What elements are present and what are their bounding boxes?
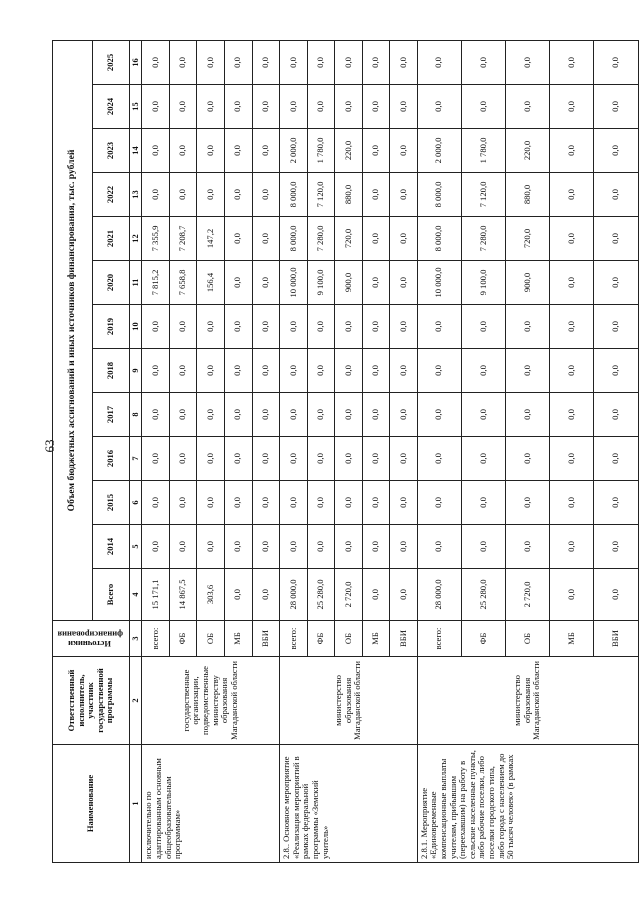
- amount-cell: 0,0: [197, 393, 225, 437]
- amount-cell: 0,0: [335, 40, 363, 84]
- amount-cell: 0,0: [169, 129, 197, 173]
- amount-cell: 0,0: [169, 349, 197, 393]
- amount-cell: 0,0: [594, 569, 638, 621]
- header-year: 2025: [93, 40, 130, 84]
- amount-cell: 0,0: [390, 569, 418, 621]
- amount-cell: 0,0: [252, 173, 280, 217]
- column-number: 12: [130, 217, 142, 261]
- column-number: 3: [130, 621, 142, 657]
- amount-cell: 0,0: [225, 173, 253, 217]
- amount-cell: 0,0: [169, 393, 197, 437]
- amount-cell: 0,0: [550, 129, 594, 173]
- header-year: 2024: [93, 85, 130, 129]
- amount-cell: 0,0: [417, 40, 461, 84]
- amount-cell: 0,0: [390, 481, 418, 525]
- amount-cell: 0,0: [550, 525, 594, 569]
- header-source-text: Источники финансирования: [56, 629, 123, 650]
- amount-cell: 0,0: [197, 85, 225, 129]
- amount-cell: 0,0: [197, 437, 225, 481]
- amount-cell: 900,0: [335, 261, 363, 305]
- amount-cell: 0,0: [362, 217, 390, 261]
- amount-cell: 0,0: [252, 437, 280, 481]
- amount-cell: 0,0: [225, 217, 253, 261]
- amount-cell: 0,0: [225, 40, 253, 84]
- column-number: 7: [130, 437, 142, 481]
- amount-cell: 0,0: [506, 525, 550, 569]
- amount-cell: 0,0: [506, 349, 550, 393]
- amount-cell: 0,0: [280, 393, 308, 437]
- amount-cell: 0,0: [390, 129, 418, 173]
- amount-cell: 0,0: [461, 525, 505, 569]
- column-number: 13: [130, 173, 142, 217]
- amount-cell: 0,0: [142, 525, 170, 569]
- amount-cell: 0,0: [362, 349, 390, 393]
- amount-cell: 0,0: [307, 393, 335, 437]
- funding-source: ОБ: [197, 621, 225, 657]
- amount-cell: 720,0: [506, 217, 550, 261]
- amount-cell: 0,0: [461, 393, 505, 437]
- header-year: 2023: [93, 129, 130, 173]
- amount-cell: 0,0: [142, 305, 170, 349]
- amount-cell: 0,0: [390, 437, 418, 481]
- amount-cell: 0,0: [169, 525, 197, 569]
- amount-cell: 0,0: [362, 525, 390, 569]
- amount-cell: 0,0: [362, 85, 390, 129]
- header-year: 2021: [93, 217, 130, 261]
- amount-cell: 7 280,0: [461, 217, 505, 261]
- amount-cell: 0,0: [390, 305, 418, 349]
- amount-cell: 0,0: [252, 481, 280, 525]
- amount-cell: 2 000,0: [417, 129, 461, 173]
- amount-cell: 0,0: [362, 393, 390, 437]
- amount-cell: 0,0: [252, 349, 280, 393]
- amount-cell: 0,0: [594, 217, 638, 261]
- amount-cell: 0,0: [225, 525, 253, 569]
- rotated-table-wrapper: [52, 41, 621, 863]
- funding-source: всего:: [280, 621, 308, 657]
- amount-cell: 0,0: [594, 393, 638, 437]
- amount-cell: 0,0: [461, 481, 505, 525]
- amount-cell: 0,0: [307, 40, 335, 84]
- amount-cell: 0,0: [197, 525, 225, 569]
- amount-cell: 28 000,0: [280, 569, 308, 621]
- amount-cell: 8 000,0: [417, 173, 461, 217]
- amount-cell: 0,0: [390, 261, 418, 305]
- amount-cell: 0,0: [461, 40, 505, 84]
- column-number: 9: [130, 349, 142, 393]
- amount-cell: 7 280,0: [307, 217, 335, 261]
- amount-cell: 0,0: [550, 217, 594, 261]
- amount-cell: 0,0: [225, 569, 253, 621]
- amount-cell: 7 658,8: [169, 261, 197, 305]
- amount-cell: 0,0: [594, 437, 638, 481]
- amount-cell: 0,0: [550, 437, 594, 481]
- column-number: 11: [130, 261, 142, 305]
- amount-cell: 0,0: [506, 40, 550, 84]
- header-year: 2014: [93, 525, 130, 569]
- amount-cell: 0,0: [169, 173, 197, 217]
- table-row: [417, 40, 461, 862]
- amount-cell: 0,0: [550, 40, 594, 84]
- amount-cell: 0,0: [280, 40, 308, 84]
- amount-cell: 303,6: [197, 569, 225, 621]
- amount-cell: 0,0: [390, 40, 418, 84]
- measure-name: 2.8.. Основное мероприятие «Реализация мероприятий в рамках федеральной программы «Земский учитель»: [280, 745, 418, 863]
- amount-cell: 0,0: [417, 437, 461, 481]
- amount-cell: 2 720,0: [506, 569, 550, 621]
- amount-cell: 0,0: [197, 173, 225, 217]
- amount-cell: 0,0: [417, 525, 461, 569]
- amount-cell: 0,0: [197, 349, 225, 393]
- amount-cell: 147,2: [197, 217, 225, 261]
- amount-cell: 1 780,0: [307, 129, 335, 173]
- amount-cell: 15 171,1: [142, 569, 170, 621]
- amount-cell: 880,0: [506, 173, 550, 217]
- amount-cell: 9 100,0: [307, 261, 335, 305]
- amount-cell: 0,0: [252, 85, 280, 129]
- amount-cell: 0,0: [225, 129, 253, 173]
- amount-cell: 720,0: [335, 217, 363, 261]
- amount-cell: 7 815,2: [142, 261, 170, 305]
- amount-cell: 0,0: [307, 349, 335, 393]
- table-row: [142, 40, 170, 862]
- amount-cell: 0,0: [417, 305, 461, 349]
- amount-cell: 0,0: [335, 85, 363, 129]
- amount-cell: 0,0: [225, 437, 253, 481]
- amount-cell: 0,0: [252, 305, 280, 349]
- amount-cell: 25 280,0: [461, 569, 505, 621]
- amount-cell: 880,0: [335, 173, 363, 217]
- amount-cell: 0,0: [506, 481, 550, 525]
- header-year: 2019: [93, 305, 130, 349]
- funding-source: ФБ: [307, 621, 335, 657]
- amount-cell: 1 780,0: [461, 129, 505, 173]
- amount-cell: 0,0: [225, 393, 253, 437]
- amount-cell: 0,0: [362, 569, 390, 621]
- amount-cell: 0,0: [362, 437, 390, 481]
- amount-cell: 0,0: [335, 393, 363, 437]
- amount-cell: 0,0: [335, 349, 363, 393]
- column-number: 10: [130, 305, 142, 349]
- measure-name: исключительно по адаптированным основным общеобразовательным программам»: [142, 745, 280, 863]
- amount-cell: 0,0: [362, 40, 390, 84]
- amount-cell: 0,0: [594, 129, 638, 173]
- header-year: 2018: [93, 349, 130, 393]
- amount-cell: 0,0: [252, 261, 280, 305]
- header-year: 2017: [93, 393, 130, 437]
- amount-cell: 0,0: [197, 129, 225, 173]
- amount-cell: 0,0: [550, 393, 594, 437]
- amount-cell: 220,0: [335, 129, 363, 173]
- column-number: 1: [130, 745, 142, 863]
- amount-cell: 0,0: [169, 481, 197, 525]
- amount-cell: 0,0: [142, 85, 170, 129]
- amount-cell: 0,0: [550, 481, 594, 525]
- amount-cell: 0,0: [307, 85, 335, 129]
- amount-cell: 0,0: [506, 305, 550, 349]
- funding-source: МБ: [362, 621, 390, 657]
- measure-name: 2.8.1. Мероприятие «Единовременные компенсационные выплаты учителям, прибывшим (переехавшим) на работу в сельские населенные пункты, либо рабочие поселки, либо поселки городского типа, либо города с населением до 50 тысяч человек» (в рамках: [417, 745, 638, 863]
- funding-source: ОБ: [506, 621, 550, 657]
- column-number: 8: [130, 393, 142, 437]
- amount-cell: 0,0: [142, 40, 170, 84]
- amount-cell: 0,0: [461, 85, 505, 129]
- amount-cell: 0,0: [390, 393, 418, 437]
- amount-cell: 0,0: [197, 40, 225, 84]
- header-year: 2016: [93, 437, 130, 481]
- column-number: 16: [130, 40, 142, 84]
- amount-cell: 8 000,0: [417, 217, 461, 261]
- amount-cell: 0,0: [197, 481, 225, 525]
- amount-cell: 0,0: [280, 349, 308, 393]
- column-number: 2: [130, 657, 142, 745]
- amount-cell: 0,0: [169, 40, 197, 84]
- amount-cell: 0,0: [169, 305, 197, 349]
- amount-cell: 0,0: [335, 525, 363, 569]
- amount-cell: 0,0: [307, 481, 335, 525]
- amount-cell: 10 000,0: [417, 261, 461, 305]
- amount-cell: 0,0: [280, 305, 308, 349]
- amount-cell: 10 000,0: [280, 261, 308, 305]
- amount-cell: 0,0: [142, 349, 170, 393]
- amount-cell: 0,0: [252, 569, 280, 621]
- amount-cell: 0,0: [417, 393, 461, 437]
- amount-cell: 0,0: [280, 525, 308, 569]
- amount-cell: 0,0: [307, 525, 335, 569]
- amount-cell: 0,0: [307, 437, 335, 481]
- amount-cell: 25 280,0: [307, 569, 335, 621]
- amount-cell: 2 000,0: [280, 129, 308, 173]
- amount-cell: 7 355,9: [142, 217, 170, 261]
- amount-cell: 0,0: [142, 393, 170, 437]
- amount-cell: 0,0: [252, 217, 280, 261]
- amount-cell: 8 000,0: [280, 217, 308, 261]
- table-row: [280, 40, 308, 862]
- amount-cell: 0,0: [225, 349, 253, 393]
- amount-cell: 0,0: [225, 85, 253, 129]
- amount-cell: 0,0: [550, 85, 594, 129]
- header-year: 2022: [93, 173, 130, 217]
- amount-cell: 0,0: [417, 481, 461, 525]
- amount-cell: 0,0: [362, 173, 390, 217]
- amount-cell: 8 000,0: [280, 173, 308, 217]
- amount-cell: 0,0: [594, 85, 638, 129]
- amount-cell: 0,0: [506, 393, 550, 437]
- amount-cell: 0,0: [390, 85, 418, 129]
- amount-cell: 0,0: [142, 173, 170, 217]
- amount-cell: 900,0: [506, 261, 550, 305]
- amount-cell: 0,0: [169, 85, 197, 129]
- column-number: 6: [130, 481, 142, 525]
- amount-cell: 0,0: [506, 437, 550, 481]
- amount-cell: 0,0: [280, 437, 308, 481]
- amount-cell: 0,0: [252, 525, 280, 569]
- header-executor: Ответственный исполнитель, участник государственной программы: [53, 657, 130, 745]
- amount-cell: 0,0: [506, 85, 550, 129]
- amount-cell: 7 120,0: [307, 173, 335, 217]
- column-number: 15: [130, 85, 142, 129]
- funding-source: ВБИ: [594, 621, 638, 657]
- amount-cell: 0,0: [335, 305, 363, 349]
- column-numbers-row: [130, 40, 142, 862]
- amount-cell: 0,0: [594, 305, 638, 349]
- header-year: 2015: [93, 481, 130, 525]
- amount-cell: 0,0: [225, 481, 253, 525]
- funding-source: ВБИ: [252, 621, 280, 657]
- amount-cell: 0,0: [417, 349, 461, 393]
- column-number: 4: [130, 569, 142, 621]
- amount-cell: 0,0: [280, 85, 308, 129]
- header-source: [53, 621, 130, 657]
- amount-cell: 0,0: [142, 437, 170, 481]
- amount-cell: 0,0: [461, 349, 505, 393]
- amount-cell: 0,0: [550, 261, 594, 305]
- funding-source: ФБ: [169, 621, 197, 657]
- amount-cell: 0,0: [390, 173, 418, 217]
- amount-cell: 0,0: [335, 481, 363, 525]
- amount-cell: 0,0: [550, 569, 594, 621]
- amount-cell: 0,0: [307, 305, 335, 349]
- executor: министерство образования Магаданской области: [417, 657, 638, 745]
- amount-cell: 0,0: [335, 437, 363, 481]
- amount-cell: 0,0: [362, 305, 390, 349]
- amount-cell: 2 720,0: [335, 569, 363, 621]
- amount-cell: 0,0: [461, 437, 505, 481]
- amount-cell: 0,0: [390, 525, 418, 569]
- header-total: Всего: [93, 569, 130, 621]
- amount-cell: 220,0: [506, 129, 550, 173]
- amount-cell: 156,4: [197, 261, 225, 305]
- amount-cell: 0,0: [362, 261, 390, 305]
- amount-cell: 0,0: [594, 525, 638, 569]
- funding-source: ФБ: [461, 621, 505, 657]
- page-number: 63: [42, 439, 57, 453]
- amount-cell: 0,0: [362, 481, 390, 525]
- amount-cell: 0,0: [550, 349, 594, 393]
- executor: министерство образования Магаданской области: [280, 657, 418, 745]
- amount-cell: 0,0: [142, 129, 170, 173]
- funding-source: всего:: [142, 621, 170, 657]
- column-number: 14: [130, 129, 142, 173]
- amount-cell: 0,0: [142, 481, 170, 525]
- amount-cell: 7 120,0: [461, 173, 505, 217]
- amount-cell: 0,0: [169, 437, 197, 481]
- amount-cell: 0,0: [594, 40, 638, 84]
- amount-cell: 0,0: [390, 349, 418, 393]
- funding-source: МБ: [225, 621, 253, 657]
- amount-cell: 0,0: [550, 173, 594, 217]
- amount-cell: 0,0: [594, 261, 638, 305]
- amount-cell: 0,0: [252, 40, 280, 84]
- amount-cell: 0,0: [594, 481, 638, 525]
- executor: государственные организации, подведомственные министерству образования Магаданской области: [142, 657, 280, 745]
- amount-cell: 0,0: [252, 129, 280, 173]
- funding-source: всего:: [417, 621, 461, 657]
- funding-table: [52, 40, 639, 863]
- header-funding: Объем бюджетных ассигнований и иных источников финансирования, тыс. рублей: [53, 40, 93, 620]
- header-name: Наименование: [53, 745, 130, 863]
- amount-cell: 14 867,5: [169, 569, 197, 621]
- amount-cell: 9 100,0: [461, 261, 505, 305]
- amount-cell: 0,0: [594, 349, 638, 393]
- amount-cell: 0,0: [461, 305, 505, 349]
- amount-cell: 0,0: [550, 305, 594, 349]
- amount-cell: 0,0: [225, 305, 253, 349]
- header-year: 2020: [93, 261, 130, 305]
- amount-cell: 0,0: [225, 261, 253, 305]
- amount-cell: 0,0: [362, 129, 390, 173]
- column-number: 5: [130, 525, 142, 569]
- amount-cell: 0,0: [197, 305, 225, 349]
- amount-cell: 28 000,0: [417, 569, 461, 621]
- amount-cell: 0,0: [417, 85, 461, 129]
- amount-cell: 0,0: [594, 173, 638, 217]
- amount-cell: 0,0: [390, 217, 418, 261]
- amount-cell: 0,0: [280, 481, 308, 525]
- amount-cell: 0,0: [252, 393, 280, 437]
- funding-source: МБ: [550, 621, 594, 657]
- amount-cell: 7 208,7: [169, 217, 197, 261]
- funding-source: ВБИ: [390, 621, 418, 657]
- funding-source: ОБ: [335, 621, 363, 657]
